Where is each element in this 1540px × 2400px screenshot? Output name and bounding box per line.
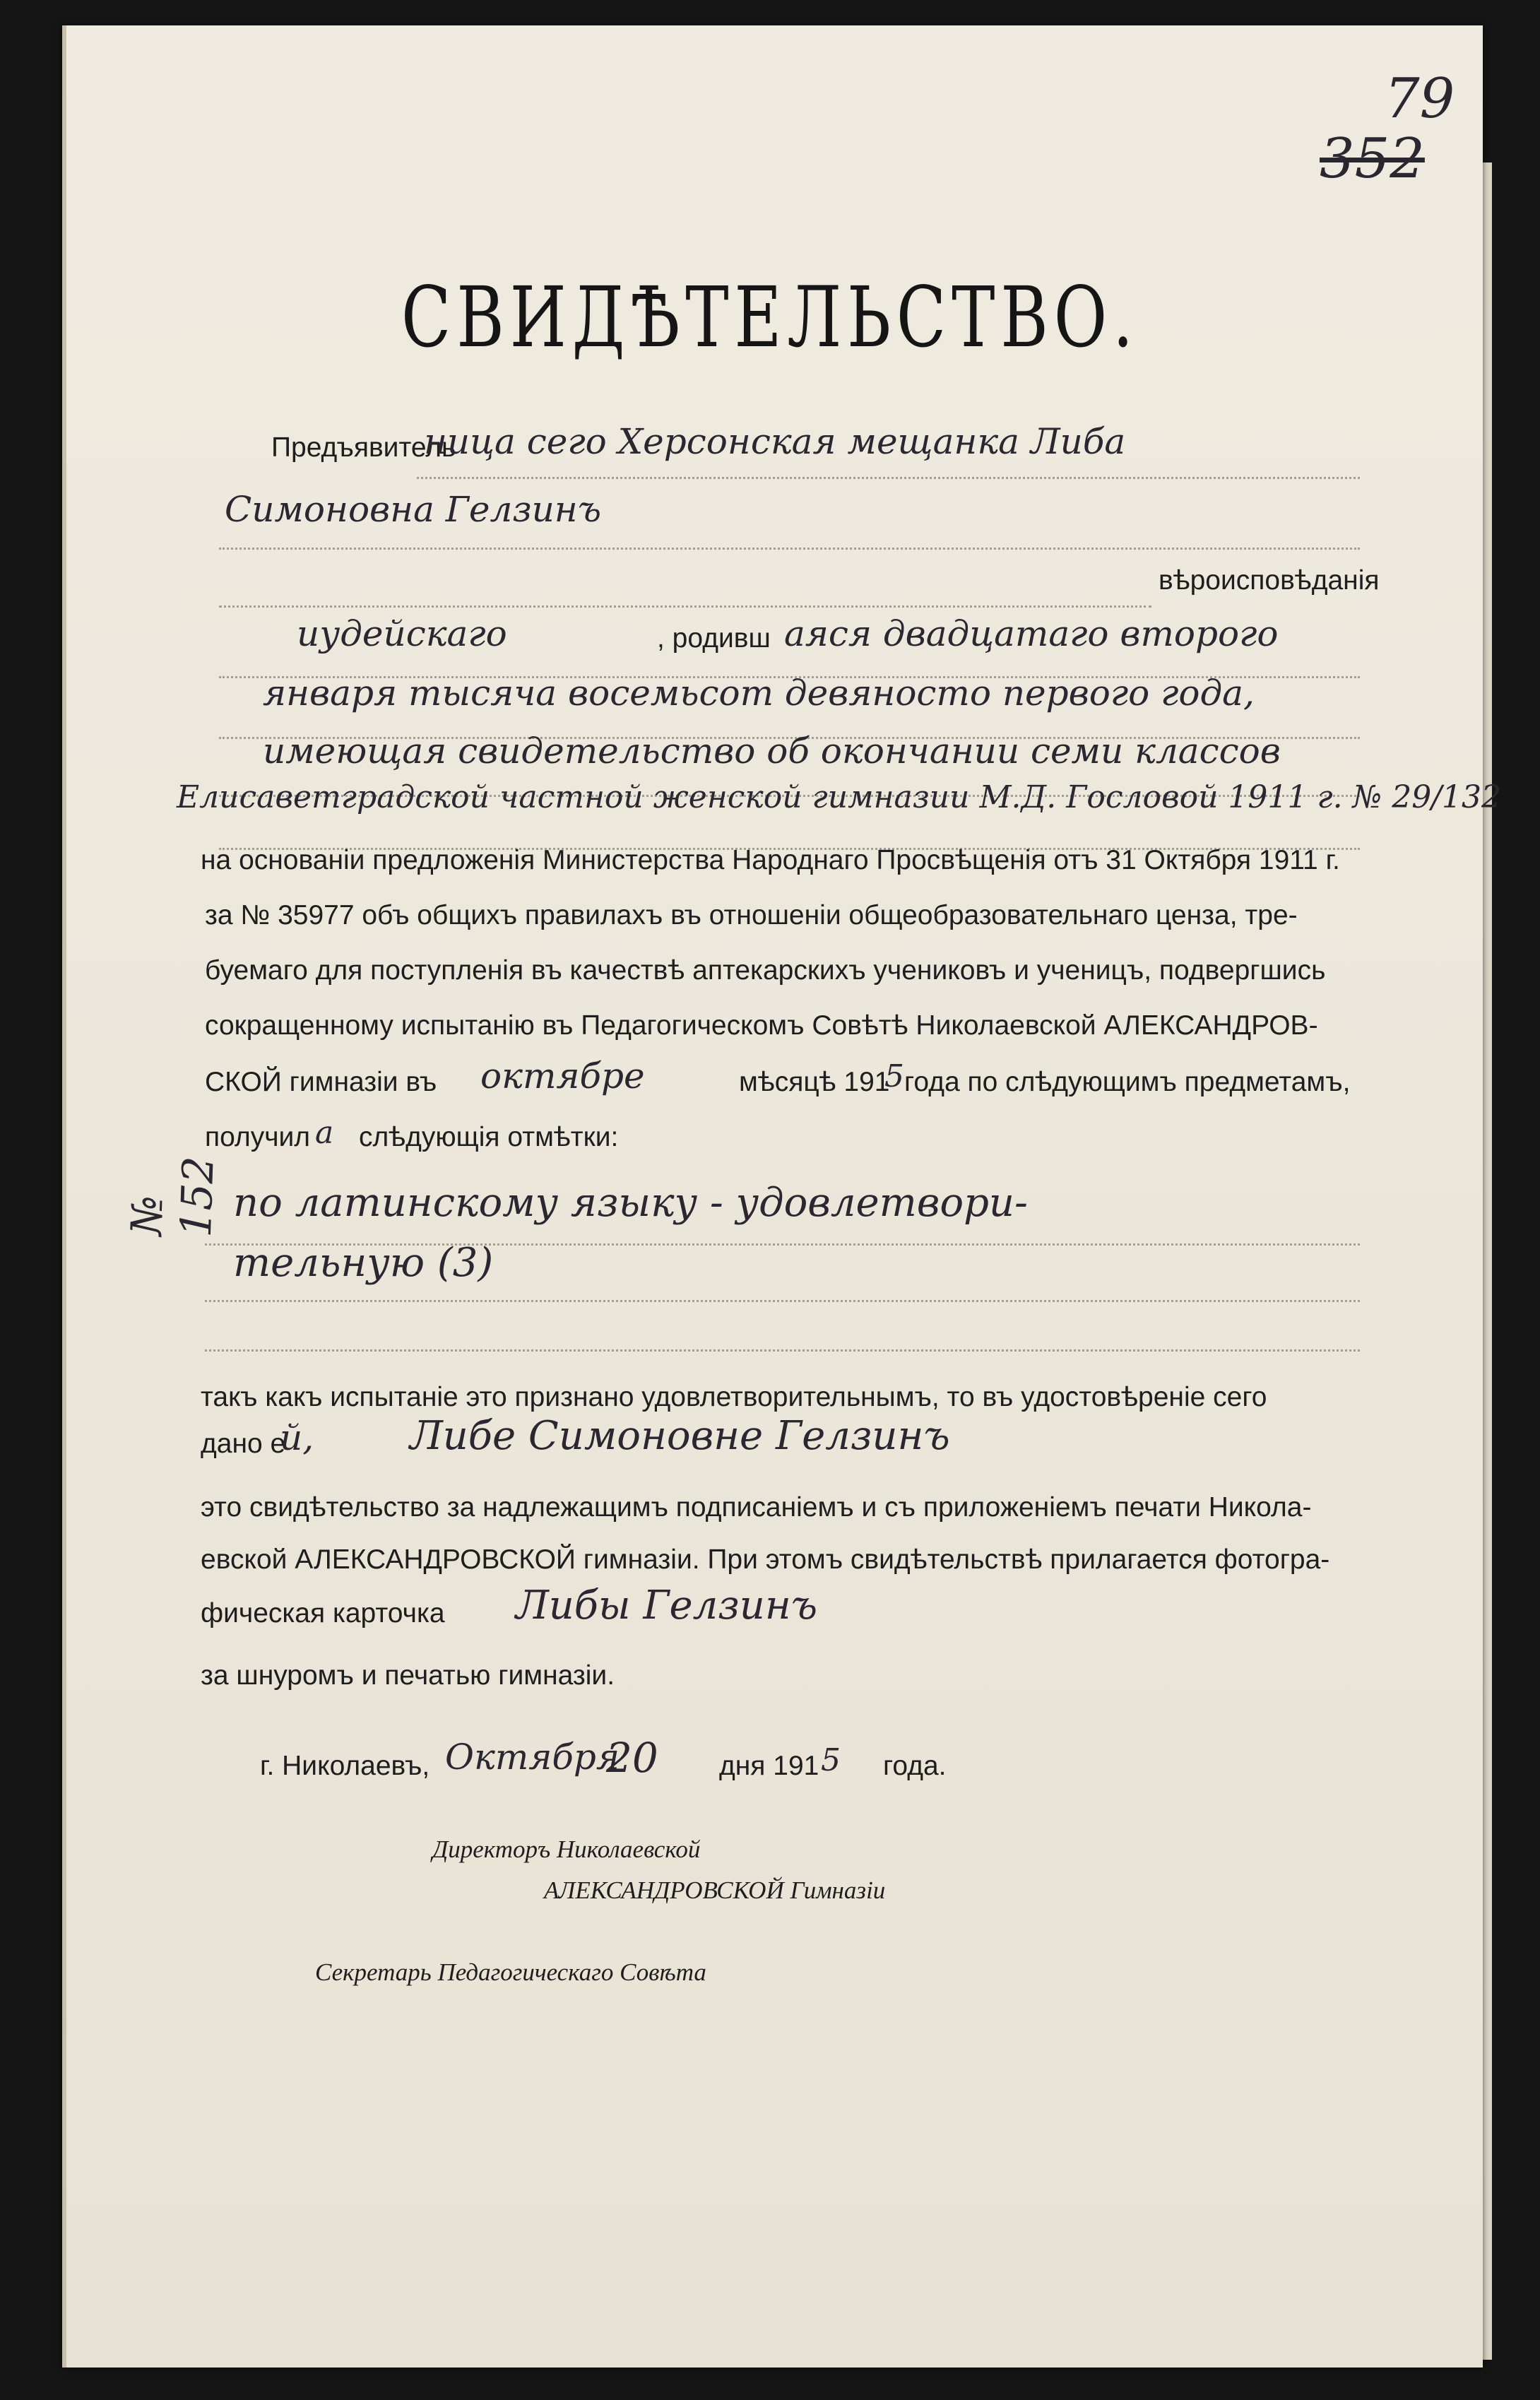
photo-clause: евской АЛЕКСАНДРОВСКОЙ гимназіи. При этомъ свидѣтельствѣ прилагается фотогра- [201,1544,1330,1575]
photo-card-label: фическая карточка [201,1598,445,1628]
day-year-label: дня 191 [719,1751,819,1781]
pharmacy-clause: буемаго для поступленія въ качествѣ аптекарскихъ учениковъ и ученицъ, подвергшись [205,955,1326,986]
fill-line-3 [219,605,1151,608]
fill-line-2 [219,548,1360,550]
satisfactory-clause: такъ какъ испытаніе это признано удовлетворительнымъ, то въ удостовѣреніе сего [201,1382,1267,1412]
born-label: , родивш [657,623,771,654]
birth-year-handwritten: января тысяча восемьсот девяносто первого года, [263,673,1255,714]
stamp-number: № 152 [122,1155,224,1239]
received-label: получил [205,1122,311,1152]
religion-handwritten: иудейскаго [297,613,507,654]
month-year-label: мѣсяцѣ 191 [739,1067,890,1097]
marks-handwritten-1: по латинскому языку - удовлетвори- [233,1180,1028,1226]
exam-month-handwritten: октябре [480,1056,645,1096]
signature-clause: это свидѣтельство за надлежащимъ подписаніемъ и съ приложеніемъ печати Никола- [201,1492,1312,1523]
bearer-label: Предъявитель [271,432,456,463]
fill-line-1 [417,477,1360,479]
director-title-line-1: Директоръ Николаевской [432,1836,701,1863]
year-label: года. [883,1751,947,1781]
marks-label: слѣдующія отмѣтки: [359,1122,619,1152]
city-label: г. Николаевъ, [260,1751,430,1781]
director-title-line-2: АЛЕКСАНДРОВСКОЙ Гимназіи [544,1876,886,1904]
marks-handwritten-2: тельную (3) [233,1240,494,1286]
exam-year-handwritten: 5 [884,1058,904,1094]
cord-seal-clause: за шнуромъ и печатью гимназіи. [201,1660,615,1691]
issued-suffix-handwritten: й, [280,1417,314,1458]
ministry-clause: на основаніи предложенія Министерства Народнаго Просвѣщенія отъ 31 Октября 1911 г. [201,845,1340,875]
secretary-title: Секретарь Педагогическаго Совѣта [315,1958,706,1986]
bearer-handwritten: ница сего Херсонская мещанка Либа [424,421,1126,462]
received-suffix-handwritten: а [315,1115,334,1151]
rules-clause: за № 35977 объ общихъ правилахъ въ отношеніи общеобразовательнаго ценза, тре- [205,900,1298,930]
marks-line-2 [205,1300,1360,1302]
margin-registration-stamp [62,1141,284,1241]
gymnasium-in-label: СКОЙ гимназіи въ [205,1067,437,1097]
religion-label: вѣроисповѣданія [1159,565,1380,596]
date-month-handwritten: Октября [445,1737,620,1778]
issued-label: дано е [201,1429,286,1459]
examination-clause: сокращенному испытанію въ Педагогическомъ Совѣтѣ Николаевской АЛЕКСАНДРОВ- [205,1010,1318,1041]
photo-owner-handwritten: Либы Гелзинъ [516,1583,818,1628]
archive-number: 79 [1385,67,1455,131]
recipient-name-handwritten: Либе Симоновне Гелзинъ [410,1413,950,1459]
struck-archive-number: 352 [1320,127,1425,191]
school-handwritten: Елисаветградской частной женской гимназии М.Д. Гословой 1911 г. № 29/132 [177,779,1502,815]
date-year-handwritten: 5 [821,1742,841,1778]
birth-date-handwritten: аяся двадцатаго второго [784,613,1279,654]
document-title: СВИДѢТЕЛЬСТВО. [401,268,1139,366]
education-handwritten: имеющая свидетельство об окончании семи классов [263,731,1281,772]
marks-line-3 [205,1349,1360,1352]
bearer-name-handwritten: Симоновна Гелзинъ [225,489,602,530]
subjects-label: года по слѣдующимъ предметамъ, [904,1067,1351,1097]
date-day-handwritten: 20 [606,1734,658,1782]
